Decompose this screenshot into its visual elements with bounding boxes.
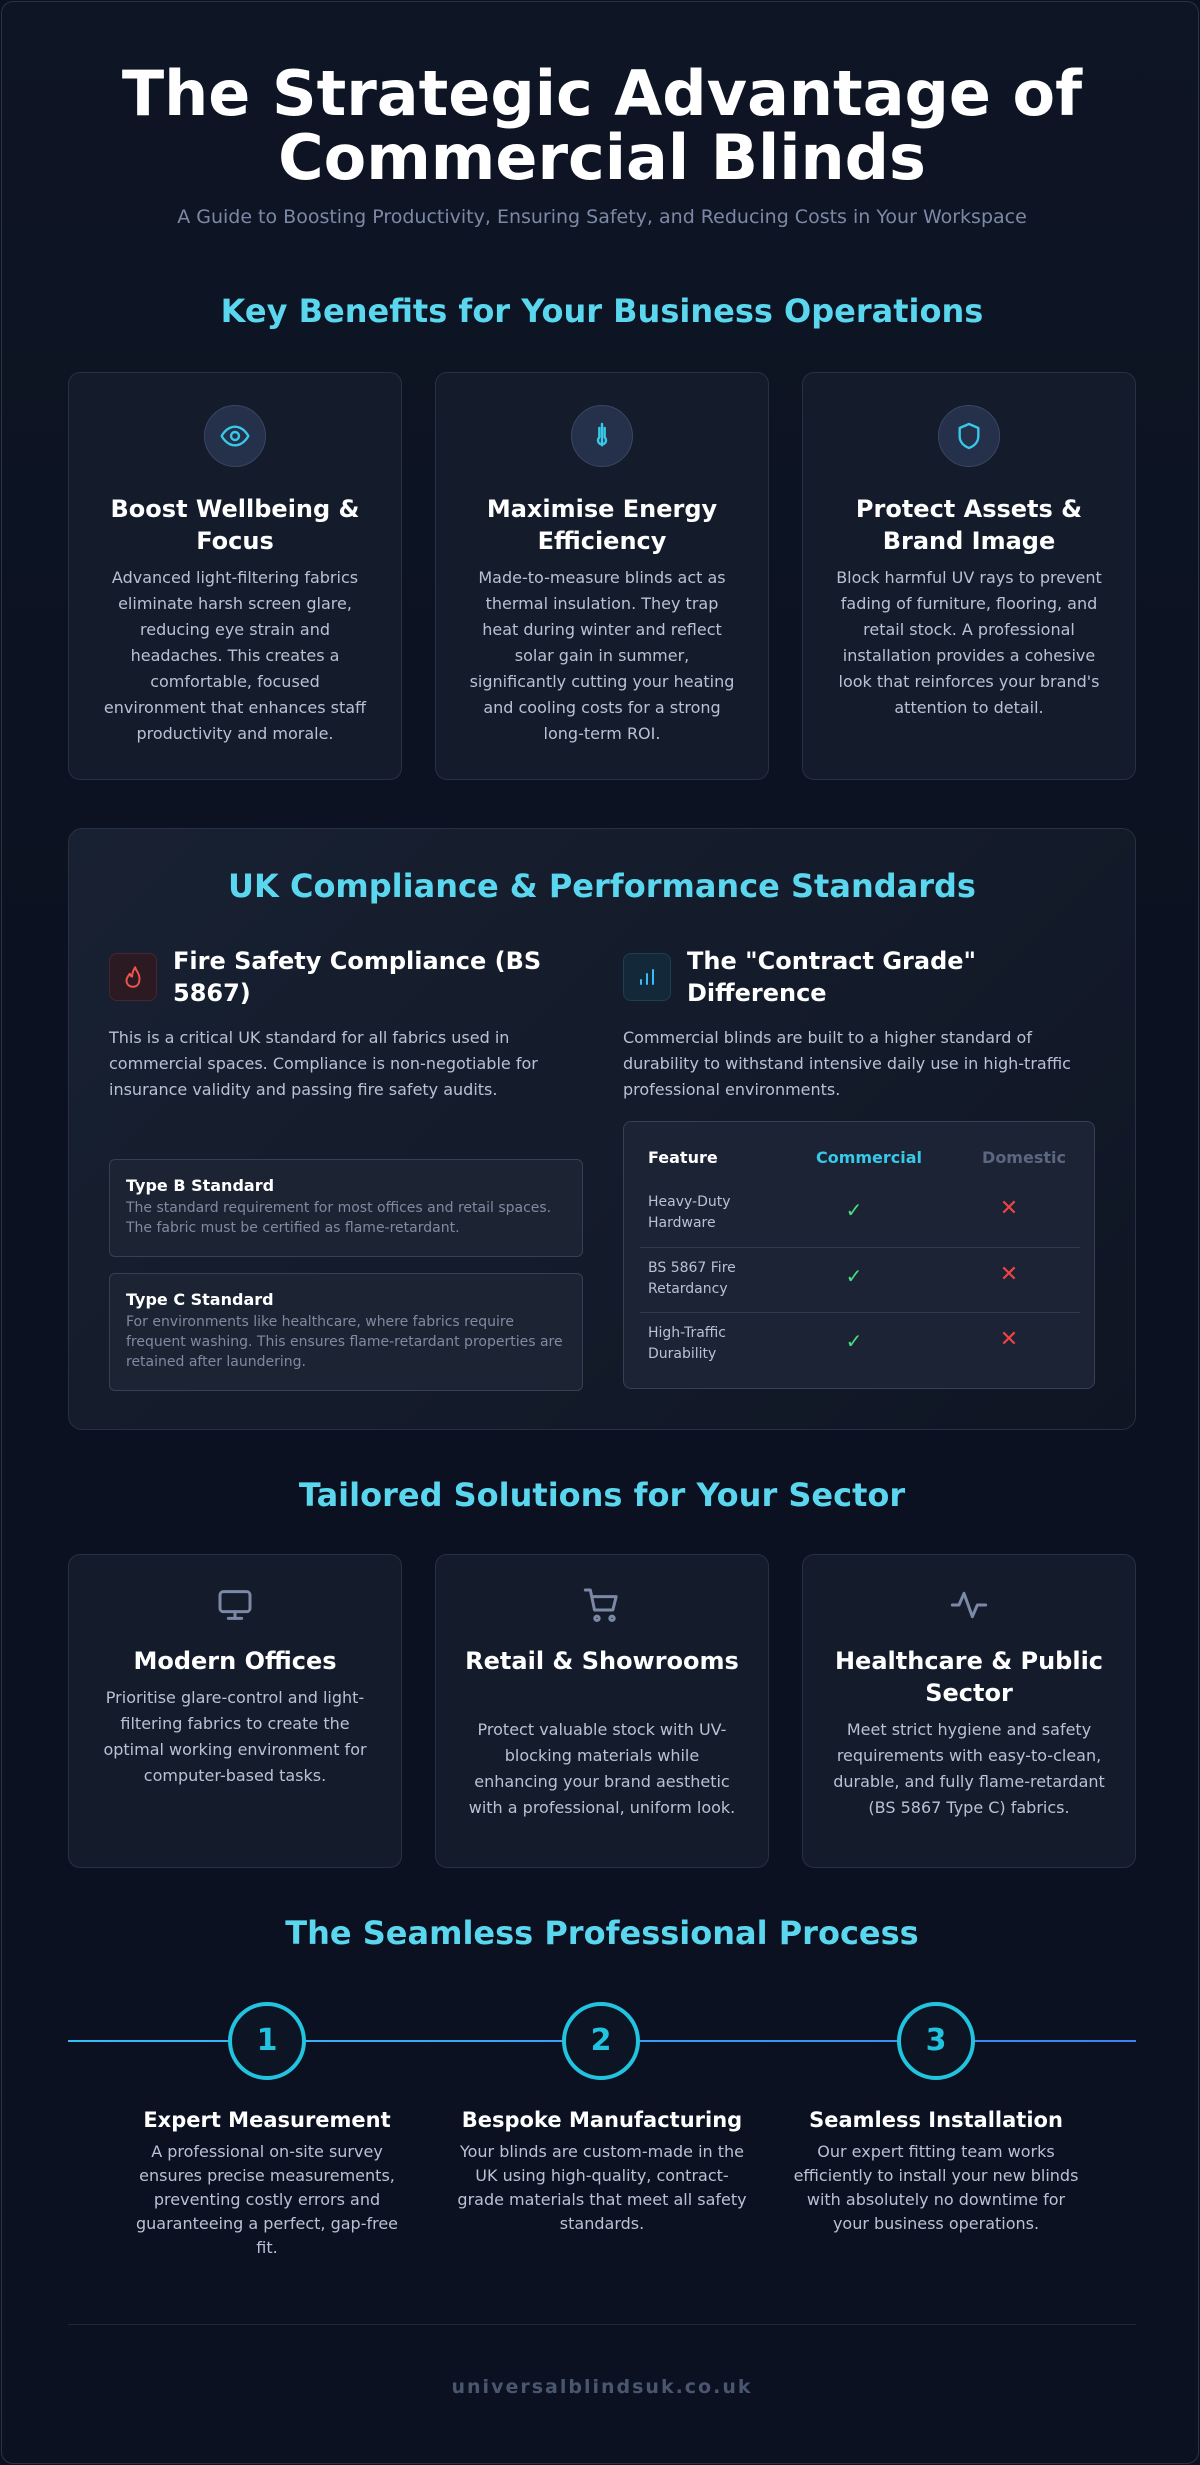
shopping-cart-icon — [582, 1585, 622, 1625]
flame-icon — [109, 953, 157, 1001]
step-number-circle: 3 — [897, 2002, 975, 2080]
standard-title: Type C Standard — [126, 1290, 274, 1309]
standard-type-b — [109, 1159, 583, 1257]
comparison-table — [623, 1121, 1095, 1389]
eye-icon — [204, 405, 266, 467]
row-feature: High-Traffic Durability — [648, 1325, 727, 1362]
cross-icon: ✕ — [999, 1327, 1019, 1352]
contract-grade-text: Commercial blinds are built to a higher standard of durability to withstand intensive daily use in high-traffic professional environments. — [623, 1028, 1071, 1099]
step-text: A professional on-site survey ensures precise measurements, preventing costly errors and guaranteeing a perfect, gap-free fit. — [135, 2142, 399, 2257]
step-title: Bespoke Manufacturing — [461, 2108, 743, 2132]
benefit-text: Advanced light-filtering fabrics eliminate harsh screen glare, reducing eye strain and headaches. This creates a comfortable, focused environment that enhances staff productivity and morale. — [103, 568, 367, 743]
benefit-title: Protect Assets & Brand Image — [855, 495, 1083, 555]
cross-icon: ✕ — [999, 1196, 1019, 1221]
title-line-2: Commercial Blinds — [278, 121, 926, 194]
benefits-heading: Key Benefits for Your Business Operations — [220, 292, 984, 330]
sector-title: Healthcare & Public Sector — [834, 1647, 1104, 1707]
check-icon: ✓ — [845, 1329, 863, 1353]
table-row — [640, 1248, 1080, 1313]
monitor-icon — [215, 1585, 255, 1625]
fire-safety-text: This is a critical UK standard for all fabrics used in commercial spaces. Compliance is non-negotiable for insurance validity and passing fire safety audits. — [109, 1028, 538, 1099]
benefit-text: Block harmful UV rays to prevent fading of furniture, flooring, and retail stock. A professional installation provides a cohesive look that reinforces your brand's attention to detail. — [836, 568, 1102, 717]
fire-safety-title: Fire Safety Compliance (BS 5867) — [173, 947, 542, 1007]
row-feature: Heavy-Duty Hardware — [648, 1194, 731, 1231]
check-icon: ✓ — [845, 1264, 863, 1288]
page-title — [2, 57, 1199, 194]
table-row — [640, 1313, 1080, 1378]
benefit-title: Maximise Energy Efficiency — [486, 495, 718, 555]
sector-card-retail — [435, 1554, 769, 1868]
sectors-heading: Tailored Solutions for Your Sector — [298, 1476, 906, 1514]
step-number-circle: 1 — [228, 2002, 306, 2080]
benefit-card-protect — [802, 372, 1136, 780]
pulse-icon — [949, 1585, 989, 1625]
table-header-domestic: Domestic — [982, 1148, 1066, 1167]
infographic-page — [1, 1, 1199, 2464]
compliance-heading: UK Compliance & Performance Standards — [228, 867, 976, 905]
step-title: Expert Measurement — [143, 2108, 391, 2132]
table-header-commercial: Commercial — [815, 1148, 923, 1167]
step-text: Our expert fitting team works efficiently to install your new blinds with absolutely no downtime for your business operations. — [793, 2142, 1079, 2233]
sector-text: Prioritise glare-control and light-filtering fabrics to create the optimal working environment for computer-based tasks. — [103, 1688, 367, 1785]
title-line-1: The Strategic Advantage of — [121, 57, 1083, 130]
page-subtitle: A Guide to Boosting Productivity, Ensuring Safety, and Reducing Costs in Your Workspace — [177, 206, 1027, 228]
benefit-text: Made-to-measure blinds act as thermal insulation. They trap heat during winter and reflect solar gain in summer, significantly cutting your heating and cooling costs for a strong long-term ROI. — [469, 568, 735, 743]
standard-text: For environments like healthcare, where fabrics require frequent washing. This ensures flame-retardant properties are retained after laundering. — [126, 1314, 563, 1370]
benefit-card-energy — [435, 372, 769, 780]
sector-title: Modern Offices — [133, 1647, 337, 1675]
benefit-card-wellbeing — [68, 372, 402, 780]
process-heading: The Seamless Professional Process — [285, 1914, 919, 1952]
standard-type-c — [109, 1273, 583, 1391]
step-title: Seamless Installation — [809, 2108, 1063, 2132]
sector-card-healthcare — [802, 1554, 1136, 1868]
compliance-panel — [68, 828, 1136, 1430]
step-text: Your blinds are custom-made in the UK using high-quality, contract-grade materials that meet all safety standards. — [457, 2142, 747, 2233]
contract-grade-title: The "Contract Grade" Difference — [687, 947, 977, 1007]
standard-title: Type B Standard — [126, 1176, 275, 1195]
row-feature: BS 5867 Fire Retardancy — [648, 1260, 736, 1297]
thermometer-icon — [571, 405, 633, 467]
benefit-title: Boost Wellbeing & Focus — [110, 495, 360, 555]
footer-website: universalblindsuk.co.uk — [451, 2376, 753, 2398]
standard-text: The standard requirement for most offices and retail spaces. The fabric must be certified as flame-retardant. — [126, 1200, 552, 1236]
sector-text: Meet strict hygiene and safety requirements with easy-to-clean, durable, and fully flame-retardant (BS 5867 Type C) fabrics. — [833, 1720, 1105, 1817]
table-header-feature: Feature — [648, 1148, 718, 1167]
bar-chart-icon — [623, 953, 671, 1001]
shield-icon — [938, 405, 1000, 467]
table-row — [640, 1182, 1080, 1247]
cross-icon: ✕ — [999, 1262, 1019, 1287]
sector-text: Protect valuable stock with UV-blocking materials while enhancing your brand aesthetic with a professional, uniform look. — [468, 1720, 736, 1817]
sector-title: Retail & Showrooms — [465, 1647, 739, 1675]
step-number-circle: 2 — [562, 2002, 640, 2080]
footer-divider — [68, 2324, 1136, 2325]
check-icon: ✓ — [845, 1198, 863, 1222]
sector-card-offices — [68, 1554, 402, 1868]
